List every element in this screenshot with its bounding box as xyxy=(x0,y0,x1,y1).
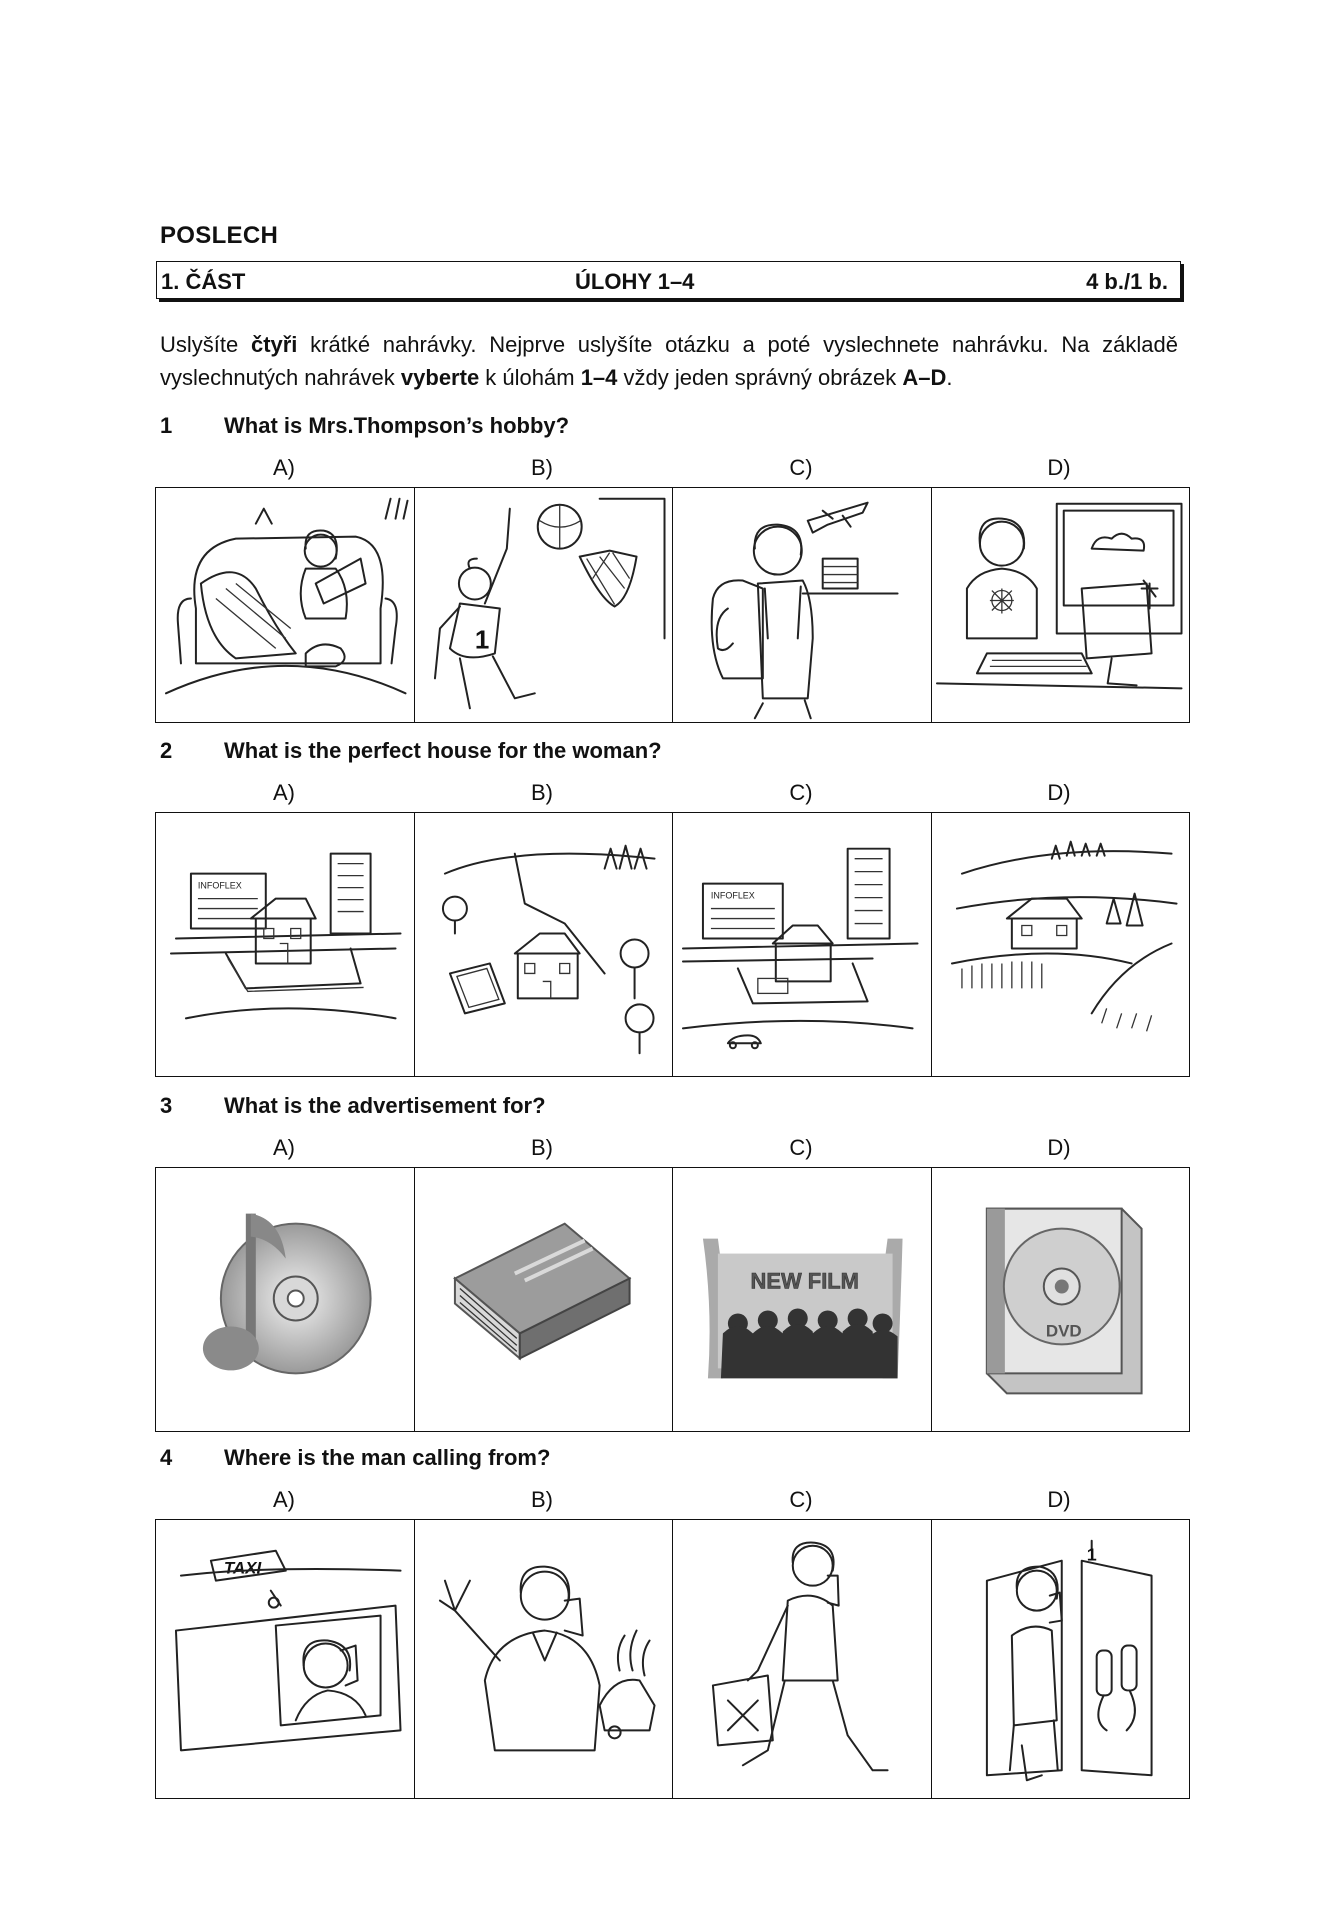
countryside-house-pool-image xyxy=(415,813,673,1076)
cinema-screen-icon xyxy=(673,1168,931,1431)
option-d-label: D) xyxy=(1047,455,1071,480)
rural-cottage-image xyxy=(932,813,1190,1076)
basketball-player-image xyxy=(415,488,673,722)
booth-number: 1 xyxy=(1086,1544,1097,1565)
task-range: ÚLOHY 1–4 xyxy=(575,269,695,294)
computer-user-image xyxy=(932,488,1190,722)
instructions-text: . xyxy=(946,365,953,390)
question-4-text: Where is the man calling from? xyxy=(224,1445,551,1470)
option-c-label: C) xyxy=(789,455,813,480)
section-title: POSLECH xyxy=(160,222,279,249)
option-b-label: B) xyxy=(531,780,553,805)
option-a-label: A) xyxy=(273,1487,295,1512)
q4-option-b-picture[interactable] xyxy=(415,1520,674,1798)
option-b-label: B) xyxy=(531,455,553,480)
option-d-label: D) xyxy=(1047,1135,1071,1160)
reading-on-sofa-image xyxy=(156,488,414,722)
question-2-pictures xyxy=(155,812,1190,1077)
traveller-backpack-image xyxy=(673,488,931,722)
option-c-label: C) xyxy=(789,780,813,805)
question-2-text: What is the perfect house for the woman? xyxy=(224,738,662,763)
question-2-number: 2 xyxy=(160,738,173,763)
instructions xyxy=(160,328,1178,394)
question-1-text: What is Mrs.Thompson’s hobby? xyxy=(224,413,570,438)
question-3-pictures xyxy=(155,1167,1190,1432)
instructions-bold: 1–4 xyxy=(580,365,618,390)
q3-option-c-picture[interactable] xyxy=(673,1168,932,1431)
question-3-text: What is the advertisement for? xyxy=(224,1093,546,1118)
instructions-bold: vyberte xyxy=(400,365,480,390)
dvd-case-icon xyxy=(932,1168,1190,1431)
question-3-number: 3 xyxy=(160,1093,173,1118)
option-b-label: B) xyxy=(531,1135,553,1160)
q3-option-d-picture[interactable] xyxy=(932,1168,1190,1431)
option-a-label: A) xyxy=(273,1135,295,1160)
company-sign: INFOFLEX xyxy=(197,880,242,891)
q1-option-b-picture[interactable] xyxy=(415,488,674,722)
q2-option-d-picture[interactable] xyxy=(932,813,1190,1076)
option-b-label: B) xyxy=(531,1487,553,1512)
q3-option-b-picture[interactable] xyxy=(415,1168,674,1431)
jersey-number: 1 xyxy=(474,626,489,655)
option-a-label: A) xyxy=(273,455,295,480)
instructions-bold: čtyři xyxy=(250,332,298,357)
music-cd-icon xyxy=(156,1168,414,1431)
q4-option-c-picture[interactable] xyxy=(673,1520,932,1798)
q1-option-d-picture[interactable] xyxy=(932,488,1190,722)
instructions-text: Uslyšíte xyxy=(160,332,251,357)
accident-caller-image xyxy=(415,1520,673,1798)
option-d-label: D) xyxy=(1047,780,1071,805)
points: 4 b./1 b. xyxy=(1086,269,1168,294)
company-sign: INFOFLEX xyxy=(710,890,755,901)
option-c-label: C) xyxy=(789,1135,813,1160)
option-d-label: D) xyxy=(1047,1487,1071,1512)
taxi-phone-image xyxy=(156,1520,414,1798)
film-banner: NEW FILM xyxy=(750,1268,859,1294)
part-number: 1. ČÁST xyxy=(161,269,246,294)
instructions-bold: A–D xyxy=(902,365,947,390)
q3-option-a-picture[interactable] xyxy=(156,1168,415,1431)
book-icon xyxy=(415,1168,673,1431)
house-near-city-image xyxy=(673,813,931,1076)
option-c-label: C) xyxy=(789,1487,813,1512)
q1-option-a-picture[interactable] xyxy=(156,488,415,722)
instructions-text: k úlohám xyxy=(479,365,581,390)
option-a-label: A) xyxy=(273,780,295,805)
q1-option-c-picture[interactable] xyxy=(673,488,932,722)
question-1-number: 1 xyxy=(160,413,173,438)
taxi-sign: TAXI xyxy=(223,1558,262,1578)
phone-booth-image xyxy=(932,1520,1190,1798)
question-4-pictures xyxy=(155,1519,1190,1799)
dvd-label: DVD xyxy=(1045,1321,1082,1341)
question-4-number: 4 xyxy=(160,1445,173,1470)
instructions-text: krátké nahrávky. Nejprve uslyšíte otázku a poté vyslechnete nahrávku. Na základě vyslechnutých nahrávek xyxy=(160,332,1178,390)
q2-option-b-picture[interactable] xyxy=(415,813,674,1076)
q2-option-a-picture[interactable] xyxy=(156,813,415,1076)
question-1-pictures xyxy=(155,487,1190,723)
q2-option-c-picture[interactable] xyxy=(673,813,932,1076)
q4-option-a-picture[interactable] xyxy=(156,1520,415,1798)
instructions-text: vždy jeden správný obrázek xyxy=(617,365,903,390)
q4-option-d-picture[interactable] xyxy=(932,1520,1190,1798)
part-header xyxy=(156,261,1181,299)
walking-caller-image xyxy=(673,1520,931,1798)
town-house-image xyxy=(156,813,414,1076)
